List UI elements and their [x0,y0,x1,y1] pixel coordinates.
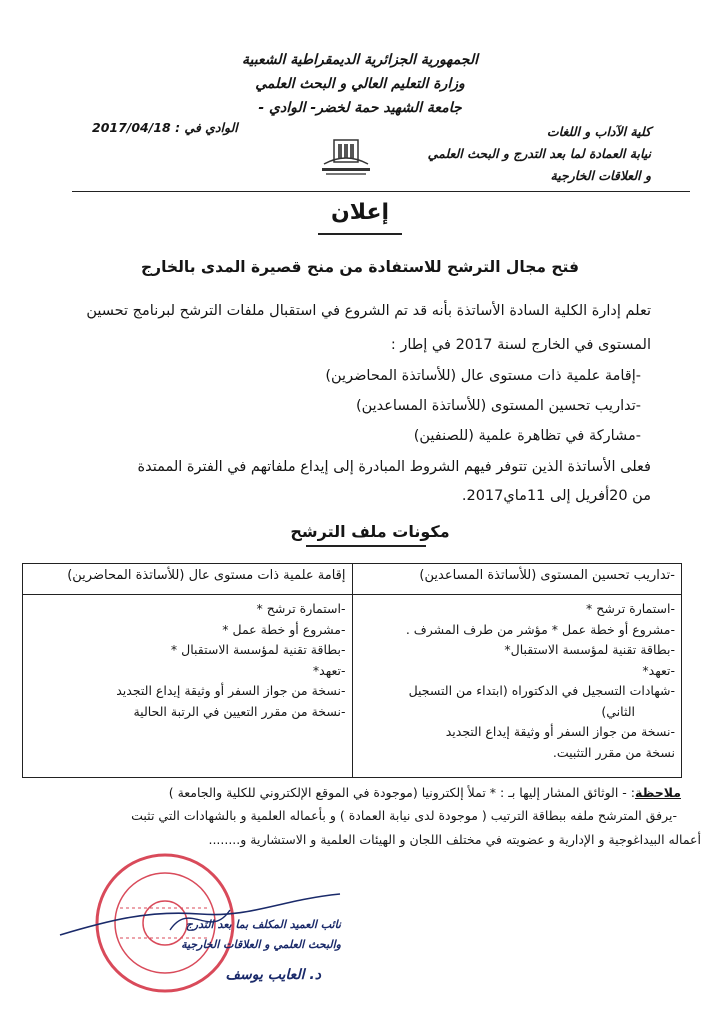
signature-title-line1: نائب العميد المكلف بما بعد التدرج [185,918,341,931]
university-logo-icon [318,132,374,178]
header-deanship-line2: و العلاقات الخارجية [550,168,651,183]
signature-name: د. العايب يوسف [225,967,321,983]
col-right-header: -تداريب تحسين المستوى (للأساتذة المساعدين) [352,564,682,595]
body-closing-line2: من 20أفريل إلى 11ماي2017. [461,488,651,504]
body-closing-line1: فعلى الأساتذة الذين تتوفر فيهم الشروط المبادرة إلى إيداع ملفاتهم في الفترة الممتدة [137,459,651,475]
col-left-cell [23,595,353,778]
list-item: -استمارة ترشح * [256,601,346,616]
list-item: -نسخة من جواز السفر أو وثيقة إيداع التجديد [445,724,675,739]
list-item: -نسخة من مقرر التعيين في الرتبة الحالية [133,703,346,719]
list-item: -بطاقة تقنية لمؤسسة الاستقبال* [504,642,675,657]
announcement-title: إعلان [330,200,390,225]
candidacy-components-table [22,563,682,778]
list-item: -مشروع أو خطة عمل * [222,621,346,637]
list-item: نسخة من مقرر التثبيت. [552,744,675,760]
body-item-2: -تداريب تحسين المستوى (للأساتذة المساعدين) [355,398,641,414]
note-line1 [169,785,681,800]
section-underline [306,545,426,547]
header-faculty: كلية الآداب و اللغات [546,124,651,139]
title-underline [318,233,402,235]
document-date: الوادي في : 2017/04/18 [92,120,238,135]
file-components-title: مكونات ملف الترشح [290,522,450,541]
list-item: -شهادات التسجيل في الدكتوراه (ابتداء من التسجيل [408,683,675,698]
header-university: جامعة الشهيد حمة لخضر- الوادي - [258,100,462,116]
table-row [23,595,682,778]
col-right-cell [352,595,682,778]
list-item: -بطاقة تقنية لمؤسسة الاستقبال * [170,642,346,657]
note-line2: -يرفق المترشح ملفه ببطاقة الترتيب ( موجودة لدى نيابة العمادة ) و بأعماله العلمية و بالشهادات التي تثبت [131,808,677,823]
signature-title-line2: والبحث العلمي و العلاقات الخارجية [181,938,341,951]
body-item-1: -إقامة علمية ذات مستوى عال (للأساتذة المحاضرين) [325,368,641,384]
announcement-subtitle: فتح مجال الترشح للاستفادة من منح قصيرة المدى بالخارج [140,258,580,276]
note-line1-text: : - الوثائق المشار إليها بـ : * تملأ إلكترونيا (موجودة في الموقع الإلكتروني للكلية والجامعة ) [168,785,635,800]
header-deanship-line1: نيابة العمادة لما بعد التدرج و البحث العلمي [427,146,651,161]
list-item: -استمارة ترشح * [586,601,675,616]
body-item-3: -مشاركة في تظاهرة علمية (للصنفين) [413,428,641,444]
header-republic: الجمهورية الجزائرية الديمقراطية الشعبية [241,52,478,68]
note-line3: أعماله البيداغوجية و الإدارية و عضويته في مختلف اللجان و الهيئات العلمية و الاستشارية و........ [208,832,701,847]
list-item: -مشروع أو خطة عمل * مؤشر من طرف المشرف . [405,621,675,637]
list-item: -نسخة من جواز السفر أو وثيقة إيداع التجديد [116,683,346,698]
note-label: ملاحظة [635,785,681,800]
list-item: -تعهد* [642,662,675,678]
list-item: -تعهد* [312,662,346,678]
header-divider [72,191,690,192]
body-intro-line1: تعلم إدارة الكلية السادة الأساتذة بأنه قد تم الشروع في استقبال ملفات الترشح لبرنامج تحسين [86,303,651,319]
header-ministry: وزارة التعليم العالي و البحث العلمي [255,76,465,92]
table-header-row [23,564,682,595]
body-intro-line2: المستوى في الخارج لسنة 2017 في إطار : [390,337,651,353]
col-left-header: إقامة علمية ذات مستوى عال (للأساتذة المحاضرين) [23,564,353,595]
list-item: الثاني) [601,703,635,719]
